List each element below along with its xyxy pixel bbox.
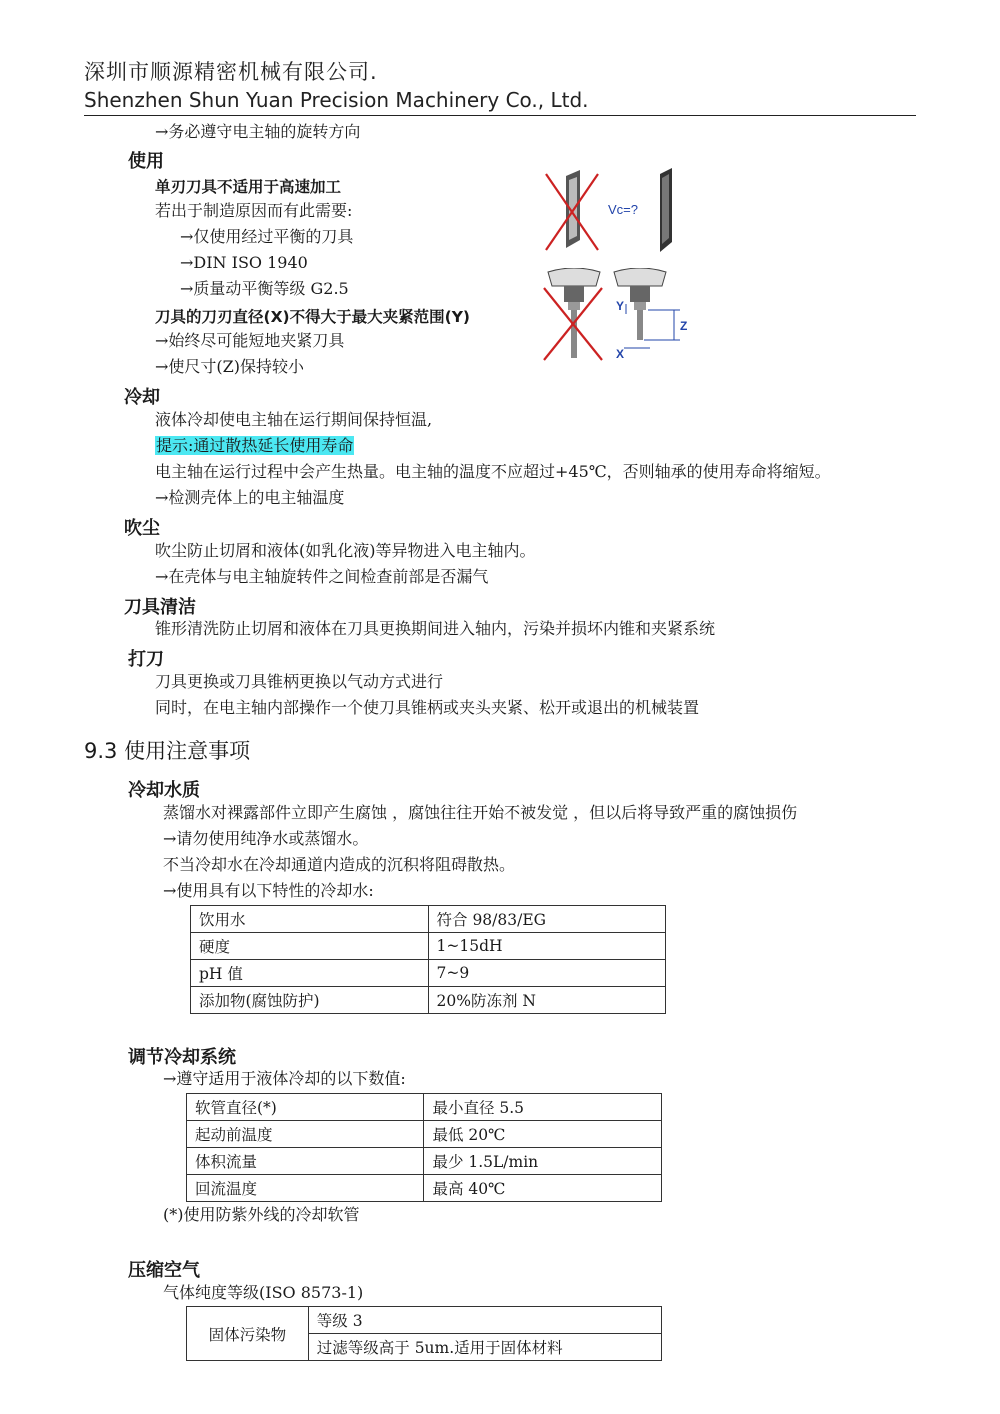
tool-release-line-mechanism: 同时，在电主轴内部操作一个使刀具锥柄或夹头夹紧、松开或退出的机械装置 <box>155 698 700 717</box>
table-row <box>187 1148 662 1175</box>
use-subheading-single-edge: 单刃刀具不适用于高速加工 <box>155 178 342 196</box>
water-quality-table <box>190 905 666 1014</box>
table-cell: 固体污染物 <box>187 1307 309 1361</box>
table-row <box>191 960 666 987</box>
use-bullet-balance-grade: →质量动平衡等级 G2.5 <box>180 279 349 298</box>
cooling-system-heading: 调节冷却系统 <box>128 1047 236 1068</box>
blowing-line-check-leak: →在壳体与电主轴旋转件之间检查前部是否漏气 <box>155 567 489 586</box>
z-label: Z <box>680 319 688 333</box>
cooling-system-line: →遵守适用于液体冷却的以下数值: <box>163 1069 406 1088</box>
section-9-3-title: 9.3 使用注意事项 <box>84 739 251 763</box>
company-name-cn: 深圳市顺源精密机械有限公司. <box>84 60 378 84</box>
table-cell: 符合 98/83/EG <box>428 906 665 933</box>
table-row <box>187 1121 662 1148</box>
table-cell: 最低 20℃ <box>424 1121 662 1148</box>
compressed-air-table <box>186 1306 662 1361</box>
cooling-tip: 提示:通过散热延长使用寿命 <box>156 436 354 455</box>
table-cell: 最小直径 5.5 <box>424 1094 662 1121</box>
table-cell: pH 值 <box>191 960 429 987</box>
y-label: Y <box>616 299 625 313</box>
crossed-single-edge-tool-icon <box>546 170 598 250</box>
use-bullet-keep-z-small: →使尺寸(Z)保持较小 <box>155 357 305 376</box>
table-cell: 最少 1.5L/min <box>424 1148 662 1175</box>
header-rule <box>84 115 916 116</box>
vc-label: Vc=? <box>608 202 638 217</box>
water-quality-heading: 冷却水质 <box>128 780 200 801</box>
table-row <box>187 1307 662 1334</box>
cooling-line-check-temp: →检测壳体上的电主轴温度 <box>155 488 345 507</box>
table-row <box>191 933 666 960</box>
use-line-manufacturing: 若出于制造原因而有此需要: <box>155 201 353 220</box>
tool-release-heading: 打刀 <box>128 649 164 670</box>
tool-cleaning-line: 锥形清洗防止切屑和液体在刀具更换期间进入轴内，污染并损坏内锥和夹紧系统 <box>155 619 716 638</box>
cooling-line-constant-temp: 液体冷却使电主轴在运行期间保持恒温, <box>155 410 433 429</box>
use-subheading-diameter: 刀具的刀刃直径(X)不得大于最大夹紧范围(Y) <box>155 308 471 326</box>
water-quality-line-no-distilled: →请勿使用纯净水或蒸馏水。 <box>163 829 369 848</box>
table-cell: 过滤等级高于 5um.适用于固体材料 <box>308 1334 661 1361</box>
use-bullet-balanced-tools: →仅使用经过平衡的刀具 <box>180 227 354 246</box>
table-row <box>187 1094 662 1121</box>
cooling-system-table <box>186 1093 662 1202</box>
cooling-heading: 冷却 <box>124 387 160 408</box>
water-quality-line-use-water: →使用具有以下特性的冷却水: <box>163 881 374 900</box>
table-cell: 20%防冻剂 N <box>428 987 665 1014</box>
single-edge-tool-figure <box>540 168 700 258</box>
use-bullet-clamp-short: →始终尽可能短地夹紧刀具 <box>155 331 345 350</box>
crossed-long-clamp-icon <box>544 268 602 360</box>
table-cell: 7~9 <box>428 960 665 987</box>
table-cell: 添加物(腐蚀防护) <box>191 987 429 1014</box>
table-cell: 饮用水 <box>191 906 429 933</box>
compressed-air-heading: 压缩空气 <box>128 1260 200 1281</box>
use-heading: 使用 <box>128 151 164 172</box>
single-edge-tool-icon <box>660 168 672 252</box>
table-cell: 软管直径(*) <box>187 1094 424 1121</box>
table-row <box>191 987 666 1014</box>
tool-cleaning-heading: 刀具清洁 <box>124 597 196 618</box>
blowing-heading: 吹尘 <box>124 518 160 539</box>
company-name-en: Shenzhen Shun Yuan Precision Machinery Co., Ltd. <box>84 88 589 112</box>
table-cell: 体积流量 <box>187 1148 424 1175</box>
clamping-range-figure <box>540 268 700 364</box>
water-quality-line-corrosion: 蒸馏水对裸露部件立即产生腐蚀 ，腐蚀往往开始不被发觉 ，但以后将导致严重的腐蚀损伤 <box>163 803 798 822</box>
compressed-air-purity: 气体纯度等级(ISO 8573-1) <box>163 1283 364 1302</box>
use-bullet-din-iso: →DIN ISO 1940 <box>180 253 308 272</box>
table-cell: 回流温度 <box>187 1175 424 1202</box>
water-quality-line-deposits: 不当冷却水在冷却通道内造成的沉积将阻碍散热。 <box>163 855 516 874</box>
rotation-direction-note: →务必遵守电主轴的旋转方向 <box>155 122 361 141</box>
table-cell: 起动前温度 <box>187 1121 424 1148</box>
cooling-system-footnote: (*)使用防紫外线的冷却软管 <box>163 1205 360 1224</box>
table-cell: 硬度 <box>191 933 429 960</box>
blowing-line-prevent: 吹尘防止切屑和液体(如乳化液)等异物进入电主轴内。 <box>155 541 536 560</box>
table-cell: 等级 3 <box>308 1307 661 1334</box>
table-row <box>191 906 666 933</box>
table-cell: 1~15dH <box>428 933 665 960</box>
table-row <box>187 1175 662 1202</box>
cooling-line-heat: 电主轴在运行过程中会产生热量。电主轴的温度不应超过+45℃，否则轴承的使用寿命将缩短。 <box>155 462 831 481</box>
tool-release-line-pneumatic: 刀具更换或刀具锥柄更换以气动方式进行 <box>155 672 444 691</box>
x-label: X <box>616 347 625 361</box>
table-cell: 最高 40℃ <box>424 1175 662 1202</box>
